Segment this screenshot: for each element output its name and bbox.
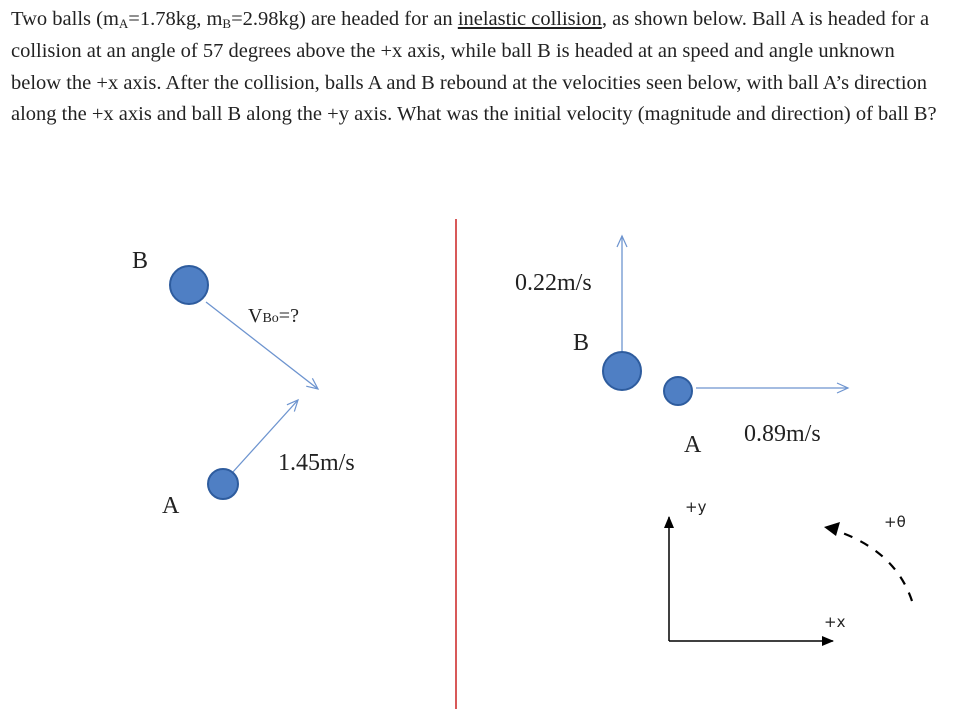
- mass-a-subscript: A: [118, 16, 129, 31]
- problem-text-segment: , as shown below. Ball A: [601, 8, 804, 30]
- ball-b-velocity-label: VBo=?: [248, 305, 299, 327]
- problem-text-segment: is headed for a collision at an angle of 57 degrees above the +x axis, while ball B is headed at an speed and angle unknown below the +x axis. After the collision, balls A and B rebound at the velocities seen below, with ball A’s direction along the +x axis and ball B along the +y axis. What was the initial velocity (magnitude and direction) of ball B?: [11, 8, 937, 126]
- ball-a-after-label: A: [684, 432, 702, 458]
- ball-b-after: [603, 352, 641, 390]
- y-axis-label: +y: [685, 498, 707, 516]
- after-collision-diagram: [515, 236, 848, 458]
- ball-a-label: A: [162, 493, 180, 519]
- theta-label: +θ: [884, 513, 906, 531]
- positive-angle-direction-arc: [834, 530, 912, 601]
- positive-angle-arrowhead: [824, 522, 840, 536]
- problem-text-segment: Two balls (m: [11, 8, 119, 30]
- problem-text-segment: =2.98kg) are headed for an: [231, 8, 458, 30]
- ball-a-velocity-label: 1.45m/s: [278, 450, 355, 476]
- problem-text-segment: =1.78kg, m: [128, 8, 223, 30]
- ball-a-after: [664, 377, 692, 405]
- mass-b-subscript: B: [222, 16, 232, 31]
- before-collision-diagram: [132, 248, 355, 519]
- x-axis-label: +x: [824, 613, 846, 631]
- ball-b: [170, 266, 208, 304]
- ball-b-final-velocity-label: 0.22m/s: [515, 270, 592, 296]
- ball-b-after-label: B: [573, 330, 590, 356]
- ball-a-final-velocity-label: 0.89m/s: [744, 421, 821, 447]
- ball-a: [208, 469, 238, 499]
- inelastic-collision-term: inelastic collision: [457, 8, 602, 30]
- coordinate-axes: [669, 498, 912, 641]
- ball-b-label: B: [132, 248, 149, 274]
